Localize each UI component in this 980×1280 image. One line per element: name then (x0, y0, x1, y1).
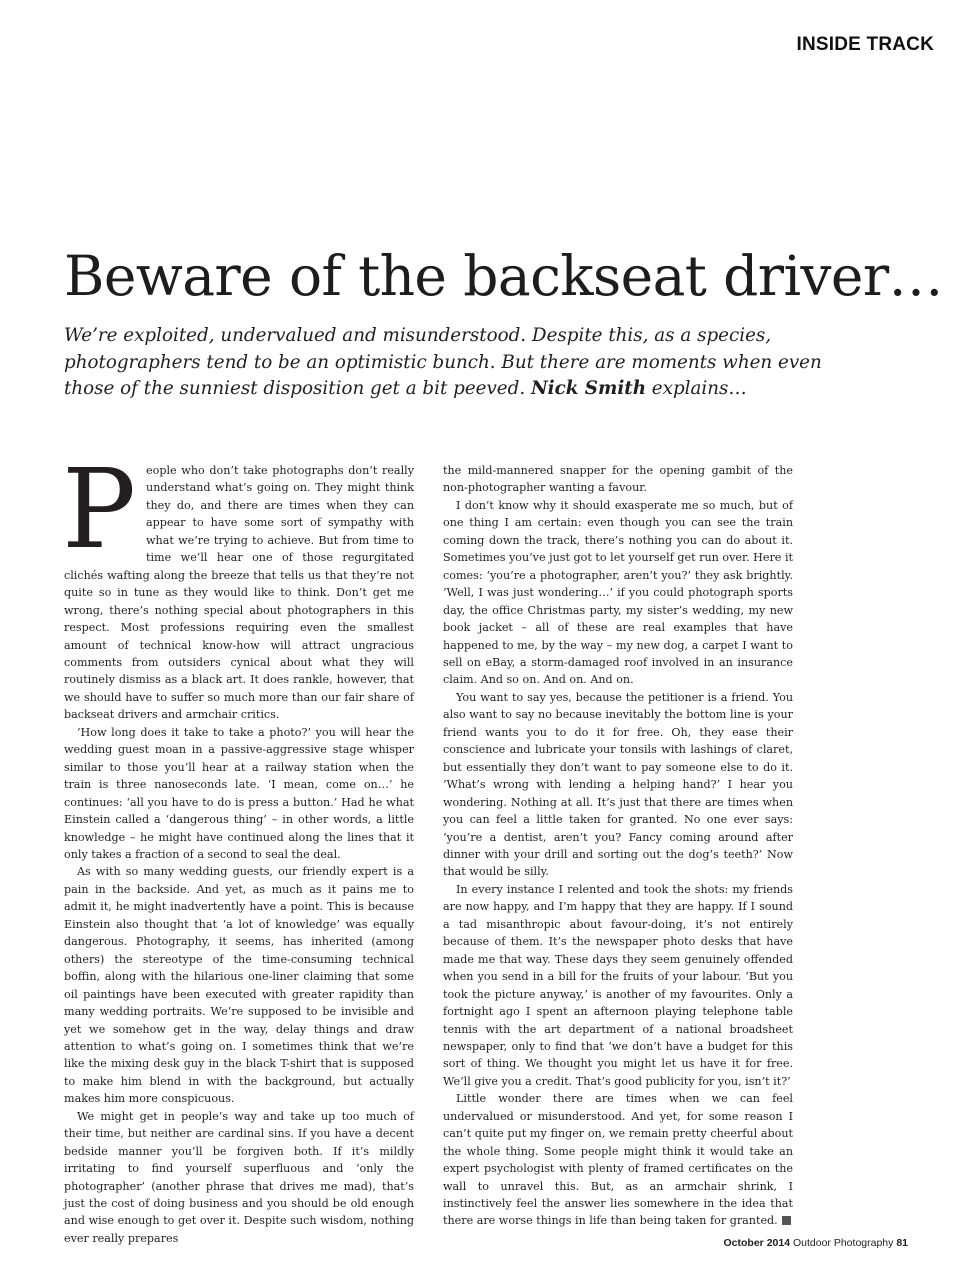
author-byline: Nick Smith (530, 378, 646, 399)
body-paragraph: As with so many wedding guests, our friendly expert is a pain in the backside. And yet, as much as it pains me to admit it, he might inadvertently have a point. This is because Einstein also thought that ‘a lot of knowledge’ was equally dangerous. Photography, it seems, has inherited (among others) the stereotype of the time-consuming technical boffin, along with the hilarious one-liner claiming that some oil paintings have been executed with greater rapidity than many wedding portraits. We’re supposed to be invisible and yet we somehow get in the way, delay things and draw attention to what’s going on. I sometimes think that we’re like the mixing desk guy in the black T-shirt that is supposed to make him blend in with the background, but actually makes him more conspicuous. (64, 865, 414, 1106)
issue-date: October 2014 (723, 1237, 791, 1249)
article-standfirst (64, 323, 824, 403)
paragraph-text: eople who don’t take photographs don’t really understand what’s going on. They might think they do, and there are times when they can appear to have some sort of sympathy with what we’re trying to achieve. But from time to time we’ll hear one of those regurgitated clichés wafting along the breeze that tells us that they’re not quite so in tune as they would like to think. Don’t get me wrong, there’s nothing special about photographers in this respect. Most professions requiring even the smallest amount of technical know-how will attract ungracious comments from outsiders cynical about what they will routinely dismiss as a black art. It does rankle, however, that we should have to suffer so much more than our fair share of backseat drivers and armchair critics. (64, 464, 414, 722)
body-paragraph: ‘How long does it take to take a photo?’ you will hear the wedding guest moan in a passive-aggressive stage whisper similar to those you’ll hear at a railway station when the train is three nanoseconds late. ‘I mean, come on…’ he continues: ‘all you have to do is press a button.’ Had he what Einstein called a ‘dangerous thing’ – in other words, a little knowledge – he might have continued along the lines that it only takes a fraction of a second to seal the deal. (64, 725, 414, 861)
page-footer (724, 1237, 908, 1249)
section-label: INSIDE TRACK (796, 34, 934, 55)
article-column-right (443, 462, 793, 1230)
article-column-left (62, 445, 414, 1247)
page-number: 81 (896, 1237, 908, 1249)
standfirst-text: We’re exploited, undervalued and misunderstood. Despite this, as a species, photographers tend to be an optimistic bunch. But there are moments when even those of the sunniest disposition get a bit peeved. (64, 325, 822, 399)
body-paragraph (62, 445, 414, 724)
body-paragraph (443, 1090, 793, 1230)
article-headline: Beware of the backseat driver… (64, 244, 943, 308)
paragraph-text: Little wonder there are times when we can feel undervalued or misunderstood. And yet, for some reason I can’t quite put my finger on, we remain pretty cheerful about the whole thing. Some people might think it would take an expert psychologist with plenty of framed certificates on the wall to unravel this. But, as an armchair shrink, I instinctively feel the answer lies somewhere in the idea that there are worse things in life than being taken for granted. (443, 1092, 793, 1228)
body-paragraph: the mild-mannered snapper for the opening gambit of the non-photographer wanting a favour. (443, 464, 793, 495)
end-of-article-icon (782, 1216, 791, 1225)
drop-cap: P (62, 445, 137, 573)
standfirst-suffix: explains… (646, 378, 747, 399)
body-paragraph: You want to say yes, because the petitioner is a friend. You also want to say no because inevitably the bottom line is your friend wants you to do it for free. Oh, they ease their conscience and lubricate your tonsils with lashings of claret, but essentially they don’t want to pay someone else to do it. ‘What’s wrong with lending a helping hand?’ I hear you wondering. Nothing at all. It’s just that there are times when you can feel a little taken for granted. No one ever says: ‘you’re a dentist, aren’t you? Fancy coming around after dinner with your drill and sorting out the dog’s teeth?’ Now that would be silly. (443, 690, 793, 879)
body-paragraph: I don’t know why it should exasperate me so much, but of one thing I am certain: even though you can see the train coming down the track, there’s nothing you can do about it. Sometimes you’ve just got to let yourself get run over. Here it comes: ‘you’re a photographer, aren’t you?’ they ask brightly. ‘Well, I was just wondering…’ if you could photograph sports day, the office Christmas party, my sister’s wedding, my new book jacket – all of these are real examples that have happened to me, by the way – my new dog, a carpet I want to sell on eBay, a storm-damaged roof involved in an insurance claim. And so on. And on. And on. (443, 498, 793, 687)
magazine-name: Outdoor Photography (792, 1237, 894, 1249)
body-paragraph: We might get in people’s way and take up too much of their time, but neither are cardinal sins. If you have a decent bedside manner you’ll be forgiven both. If it’s mildly irritating to find yourself superfluous and ‘only the photographer’ (another phrase that drives me mad), that’s just the cost of doing business and you should be old enough and wise enough to get over it. Despite such wisdom, nothing ever really prepares (64, 1109, 414, 1245)
body-paragraph: In every instance I relented and took the shots: my friends are now happy, and I’m happy that they are happy. If I sound a tad misanthropic about favour-doing, it’s not entirely because of them. It’s the newspaper photo desks that have made me that way. These days they seem genuinely offended when you send in a bill for the fruits of your labour. ‘But you took the picture anyway,’ is another of my favourites. Only a fortnight ago I spent an afternoon playing telephone table tennis with the art department of a national broadsheet newspaper, only to find that ‘we don’t have a budget for this sort of thing. We thought you might let us have it for free. We’ll give you a credit. That’s good publicity for you, isn’t it?’ (443, 882, 793, 1088)
